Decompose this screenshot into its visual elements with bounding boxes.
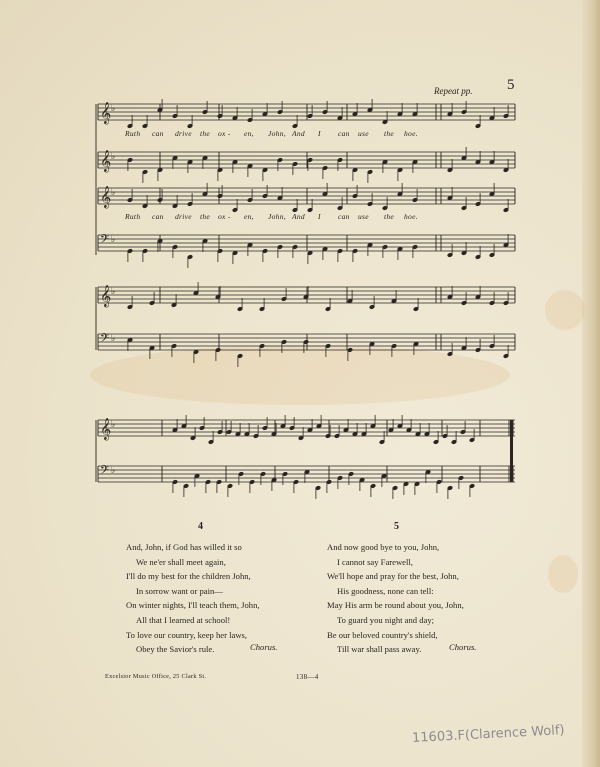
svg-text:♭: ♭	[111, 287, 116, 297]
verse-line: And, John, if God has willed it so	[126, 542, 242, 552]
svg-text:𝄢: 𝄢	[100, 464, 110, 480]
publisher-imprint: Excelsior Music Office, 25 Clark St.	[105, 673, 207, 680]
lyric-syllable: drive	[175, 129, 192, 138]
verse-line: I'll do my best for the children John,	[126, 571, 251, 582]
plate-number: 138—4	[296, 673, 319, 681]
svg-text:♭: ♭	[111, 188, 116, 198]
verse-line: We ne'er shall meet again,	[136, 556, 226, 567]
verse-4	[126, 540, 260, 657]
lyric-syllable: the	[384, 212, 395, 221]
verse-line: And now good bye to you, John,	[327, 542, 440, 552]
lyric-syllable: can	[152, 212, 164, 221]
verse-number: 5	[394, 521, 399, 532]
lyric-syllable: John,	[268, 129, 286, 138]
lyric-syllable: And	[292, 129, 305, 138]
verse-line: May His arm be round about you, John,	[327, 600, 464, 611]
lyric-syllable: Ruth	[125, 212, 141, 221]
verse-5	[327, 540, 464, 657]
svg-text:♭: ♭	[111, 104, 116, 114]
verse-line: His goodness, none can tell:	[337, 585, 434, 596]
svg-text:𝄞: 𝄞	[100, 186, 112, 208]
lyric-syllable: use	[358, 129, 369, 138]
lyric-syllable: the	[200, 212, 211, 221]
chorus-label: Chorus.	[449, 642, 477, 652]
lyric-syllable: en,	[244, 129, 254, 138]
svg-text:𝄞: 𝄞	[100, 285, 112, 307]
dynamic-direction: Repeat pp.	[434, 86, 473, 96]
lyric-syllable: Ruth	[125, 129, 141, 138]
svg-text:♭: ♭	[111, 235, 116, 245]
lyric-syllable: the	[384, 129, 395, 138]
verse-number: 4	[198, 521, 203, 532]
verse-line: Obey the Savior's rule.	[136, 644, 215, 655]
verse-line: Be our beloved country's shield,	[327, 629, 438, 640]
verse-line: Till war shall pass away.	[337, 644, 422, 655]
catalog-annotation: 11603.F(Clarence Wolf)	[411, 723, 565, 746]
svg-text:𝄢: 𝄢	[100, 332, 110, 348]
lyric-syllable: I	[318, 212, 321, 221]
svg-text:♭: ♭	[111, 334, 116, 344]
svg-text:𝄢: 𝄢	[100, 233, 110, 249]
svg-text:♭: ♭	[111, 152, 116, 162]
lyric-syllable: ox -	[218, 129, 231, 138]
svg-text:𝄞: 𝄞	[100, 418, 112, 440]
lyric-syllable: John,	[268, 212, 286, 221]
lyric-syllable: I	[318, 129, 321, 138]
clefs	[100, 102, 115, 480]
verse-line: On winter nights, I'll teach them, John,	[126, 600, 260, 611]
lyric-syllable: use	[358, 212, 369, 221]
lyric-syllable: en,	[244, 212, 254, 221]
lyric-line-1	[0, 129, 600, 139]
svg-text:♭: ♭	[111, 420, 116, 430]
verse-line: All that I learned at school!	[136, 614, 231, 625]
lyric-syllable: And	[292, 212, 305, 221]
svg-text:♭: ♭	[111, 466, 116, 476]
lyric-syllable: drive	[175, 212, 192, 221]
verse-line: In sorrow want or pain—	[136, 585, 223, 596]
chorus-label: Chorus.	[250, 642, 278, 652]
lyric-syllable: the	[200, 129, 211, 138]
verse-line: To guard you night and day;	[337, 614, 435, 625]
verse-line: To love our country, keep her laws,	[126, 629, 248, 640]
lyric-syllable: can	[338, 212, 350, 221]
lyric-syllable: hoe.	[404, 129, 418, 138]
page-number: 5	[507, 77, 515, 93]
verse-line: We'll hope and pray for the best, John,	[327, 571, 459, 582]
lyric-syllable: can	[152, 129, 164, 138]
lyric-line-2	[0, 212, 600, 222]
lyric-syllable: ox -	[218, 212, 231, 221]
svg-text:𝄞: 𝄞	[100, 102, 112, 124]
lyric-syllable: can	[338, 129, 350, 138]
svg-text:𝄞: 𝄞	[100, 150, 112, 172]
lyric-syllable: hoe.	[404, 212, 418, 221]
verse-line: I cannot say Farewell,	[337, 556, 413, 567]
